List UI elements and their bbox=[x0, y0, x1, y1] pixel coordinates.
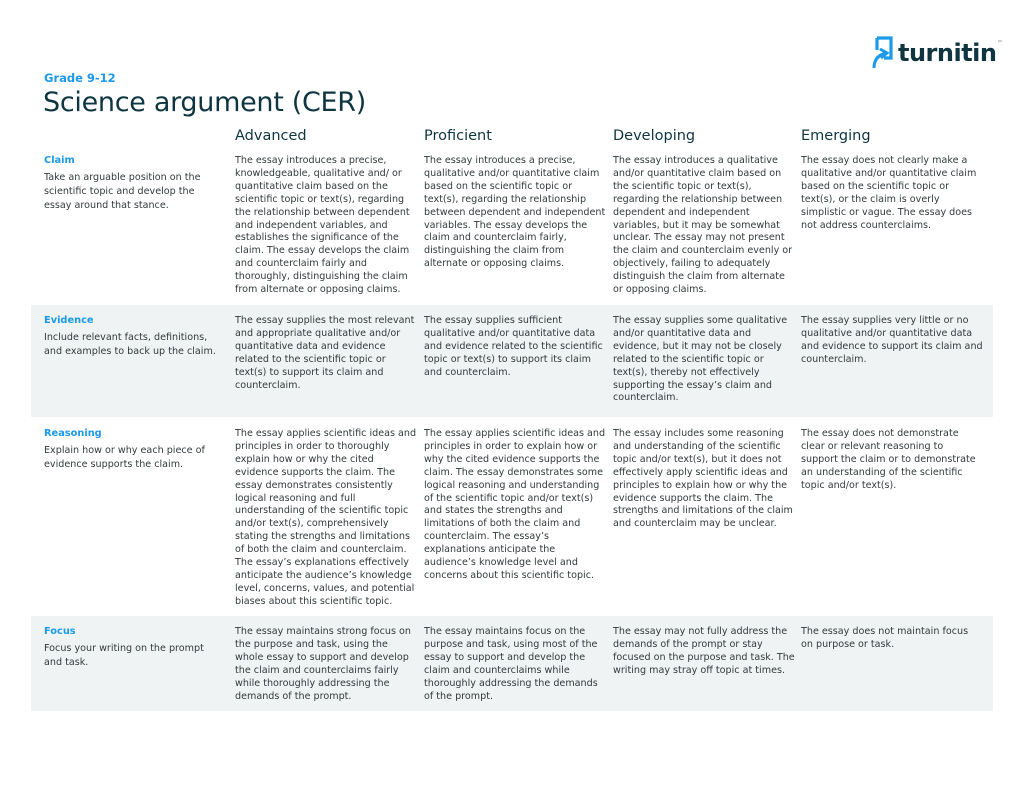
rubric-cell-advanced: The essay maintains strong focus on the purpose and task, using the whole essay to support and develop the claim and counterclaims fairly while thoroughly addressing the demands of the prompt. bbox=[235, 626, 411, 702]
rubric-row-focus bbox=[31, 616, 993, 711]
brand-name: turnitin bbox=[898, 39, 997, 67]
rubric-cell-proficient: The essay introduces a precise, qualitative and/or quantitative claim based on the scientific topic or text(s), regarding the relationship between dependent and independent variables. The essay develops the claim and counterclaim fairly, distinguishing the claim from alternate or opposing claims. bbox=[424, 155, 606, 270]
rubric-cell-emerging: The essay does not clearly make a qualitative and/or quantitative claim based on the scientific topic or text(s), or the claim is overly simplistic or vague. The essay does not address counterclaims. bbox=[801, 155, 977, 231]
grade-label: Grade 9-12 bbox=[44, 71, 116, 85]
column-header-developing: Developing bbox=[613, 128, 696, 144]
rubric-cell-emerging: The essay does not maintain focus on purpose or task. bbox=[801, 626, 969, 650]
criterion-description: Focus your writing on the prompt and task. bbox=[44, 643, 204, 668]
criterion-name: Reasoning bbox=[44, 428, 102, 439]
rubric-row-claim bbox=[31, 150, 993, 304]
column-header-emerging: Emerging bbox=[801, 128, 871, 144]
rubric-cell-emerging: The essay does not demonstrate clear or relevant reasoning to support the claim or to demonstrate an understanding of the scientific topic and/or text(s). bbox=[801, 428, 976, 491]
rubric-cell-developing: The essay may not fully address the demands of the prompt or stay focused on the purpose and task. The writing may stray off topic at times. bbox=[613, 626, 795, 676]
criterion-name: Evidence bbox=[44, 315, 94, 326]
rubric-cell-advanced: The essay introduces a precise, knowledgeable, qualitative and/ or quantitative claim based on the scientific topic or text(s), regarding the relationship between dependent and independent variables, and establishes the significance of the claim. The essay develops the claim and counterclaim fairly and thoroughly, distinguishing the claim from alternate or opposing claims. bbox=[235, 155, 410, 296]
rubric-cell-developing: The essay introduces a qualitative and/or quantitative claim based on the scientific topic or text(s), regarding the relationship between dependent and independent variables, but it may be somewhat unclear. The essay may not present the claim and counterclaim evenly or objectively, failing to adequately distinguish the claim from alternate or opposing claims. bbox=[613, 155, 793, 296]
rubric-cell-proficient: The essay applies scientific ideas and principles in order to explain how or why the cited evidence supports the claim. The essay demonstrates some logical reasoning and understanding of the scientific topic and/or text(s) and states the strengths and limitations of both the claim and counterclaim. The essay’s explanations anticipate the audience’s knowledge level and concerns about this scientific topic. bbox=[424, 428, 606, 581]
rubric-row-reasoning bbox=[31, 418, 993, 614]
criterion-name: Claim bbox=[44, 155, 75, 166]
trademark-symbol: ™ bbox=[997, 40, 1003, 46]
criterion-description: Explain how or why each piece of evidence supports the claim. bbox=[44, 445, 205, 470]
rubric-row-evidence bbox=[31, 305, 993, 417]
column-header-advanced: Advanced bbox=[235, 128, 307, 144]
column-header-proficient: Proficient bbox=[424, 128, 492, 144]
turnitin-logo-icon bbox=[871, 36, 895, 70]
criterion-name: Focus bbox=[44, 626, 76, 637]
rubric-cell-proficient: The essay supplies sufficient qualitative and/or quantitative data and evidence related to the scientific topic or text(s) to support its claim and counterclaim. bbox=[424, 315, 603, 378]
rubric-cell-advanced: The essay supplies the most relevant and appropriate qualitative and/or quantitative data and evidence related to the scientific topic or text(s) to support its claim and counterclaim. bbox=[235, 315, 415, 391]
rubric-cell-developing: The essay supplies some qualitative and/or quantitative data and evidence, but it may not be closely related to the scientific topic or text(s), thereby not effectively supporting the essay’s claim and counterclaim. bbox=[613, 315, 788, 404]
rubric-cell-developing: The essay includes some reasoning and understanding of the scientific topic and/or text(s), but it does not effectively apply scientific ideas and principles to explain how or why the evidence supports the claim. The strengths and limitations of the claim and counterclaim may be unclear. bbox=[613, 428, 793, 530]
page-title: Science argument (CER) bbox=[43, 87, 367, 118]
rubric-cell-proficient: The essay maintains focus on the purpose and task, using most of the essay to support and develop the claim and counterclaims while thoroughly addressing the demands of the prompt. bbox=[424, 626, 598, 702]
rubric-cell-advanced: The essay applies scientific ideas and principles in order to thoroughly explain how or why the cited evidence supports the claim. The essay demonstrates consistently logical reasoning and full understanding of the scientific topic and/or text(s), comprehensively stating the strengths and limitations of both the claim and counterclaim. The essay’s explanations effectively anticipate the audience’s knowledge level, concerns, values, and potential biases about this scientific topic. bbox=[235, 428, 417, 607]
criterion-description: Take an arguable position on the scientific topic and develop the essay around that stance. bbox=[44, 172, 201, 211]
column-headers bbox=[0, 128, 1024, 148]
turnitin-logo bbox=[871, 36, 1003, 70]
rubric-cell-emerging: The essay supplies very little or no qualitative and/or quantitative data and evidence to support its claim and counterclaim. bbox=[801, 315, 983, 365]
criterion-description: Include relevant facts, definitions, and examples to back up the claim. bbox=[44, 332, 216, 357]
